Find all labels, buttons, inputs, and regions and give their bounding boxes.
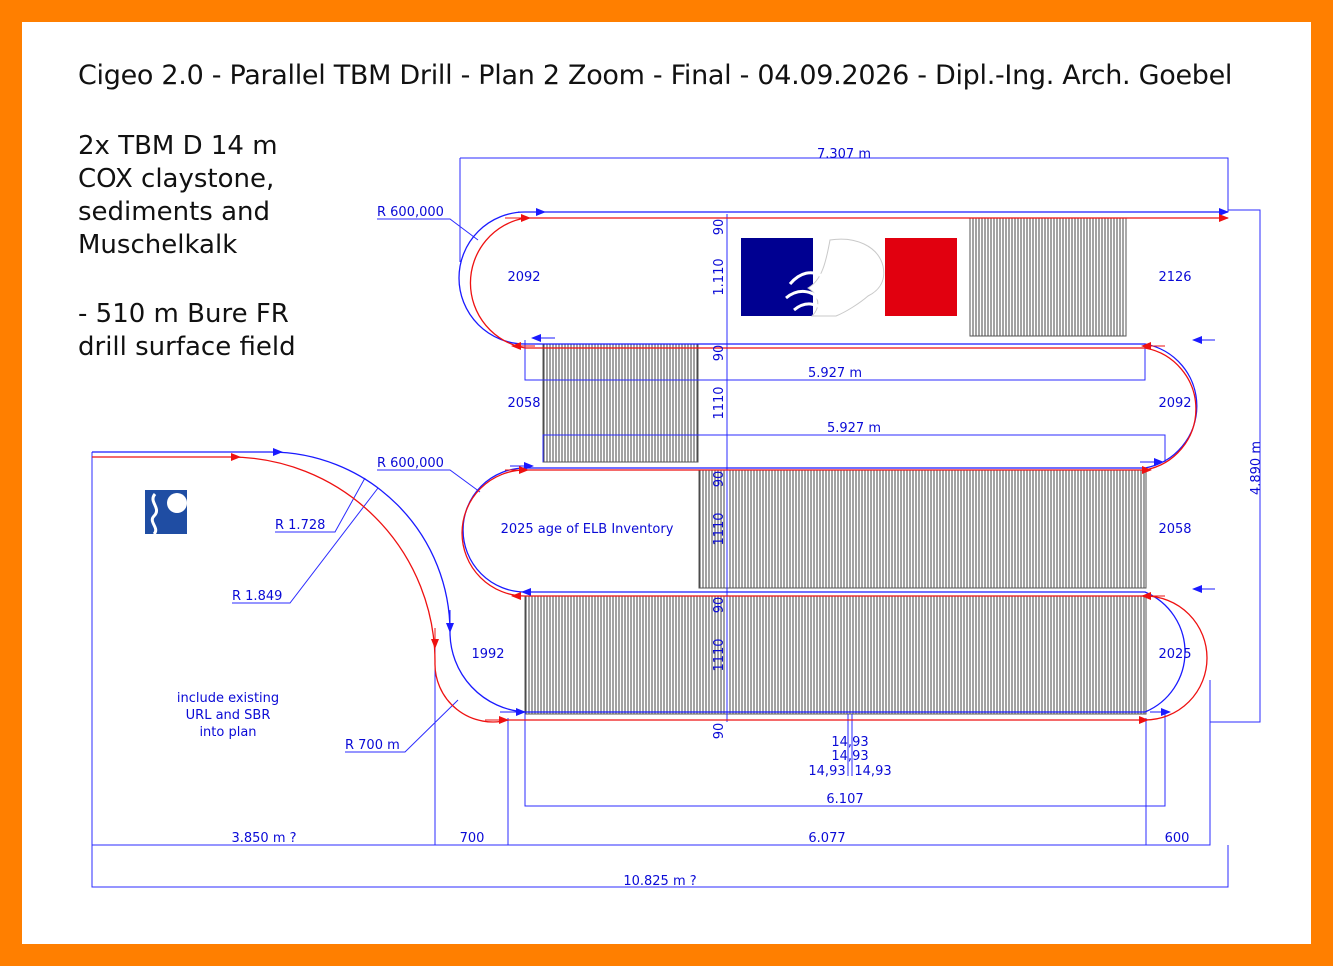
include-note-line: include existing bbox=[176, 691, 280, 706]
vertical-dim: 90 bbox=[712, 218, 727, 236]
andra-logo bbox=[145, 490, 187, 534]
note-line: sediments and bbox=[78, 197, 270, 227]
dim-width: 5.927 m bbox=[826, 421, 882, 436]
radius-label: R 1.728 bbox=[275, 518, 326, 533]
dim-width: 5.927 m bbox=[807, 366, 863, 381]
vertical-dim: 90 bbox=[712, 596, 727, 614]
tunnel-spacing: 14,93 bbox=[854, 764, 892, 779]
vertical-dim: 1.110 bbox=[712, 258, 727, 296]
vertical-dim: 1110 bbox=[712, 386, 727, 420]
vertical-dim: 90 bbox=[712, 722, 727, 740]
vertical-dim: 90 bbox=[712, 470, 727, 488]
year-label: 2025 bbox=[1158, 647, 1192, 662]
year-label: 2126 bbox=[1158, 270, 1192, 285]
radius-label: R 600,000 bbox=[377, 205, 444, 220]
hatch-block bbox=[525, 596, 1146, 714]
vertical-dim: 1110 bbox=[712, 512, 727, 546]
note-line: - 510 m Bure FR bbox=[78, 299, 289, 329]
vertical-dim: 90 bbox=[712, 344, 727, 362]
note-line: drill surface field bbox=[78, 332, 296, 362]
dim-total: 10.825 m ? bbox=[623, 874, 697, 889]
radius-label: R 600,000 bbox=[377, 456, 444, 471]
year-label: 2092 bbox=[507, 270, 541, 285]
dim-height: 4.890 m bbox=[1249, 440, 1264, 496]
french-republic-logo bbox=[741, 238, 957, 316]
note-line: COX claystone, bbox=[78, 164, 275, 194]
inventory-label: 2025 age of ELB Inventory bbox=[500, 522, 674, 537]
radius-label: R 700 m bbox=[345, 738, 400, 753]
dim-width: 3.850 m ? bbox=[231, 831, 297, 846]
dim-width: 700 bbox=[459, 831, 485, 846]
tunnel-spacing: 14,93 bbox=[831, 749, 869, 764]
dim-top-width: 7.307 m bbox=[816, 147, 872, 162]
dim-width: 6.107 bbox=[826, 792, 864, 807]
dim-width: 6.077 bbox=[808, 831, 846, 846]
hatch-block bbox=[699, 470, 1146, 588]
year-label: 2058 bbox=[1158, 522, 1192, 537]
year-label: 1992 bbox=[471, 647, 505, 662]
hatch-block bbox=[970, 218, 1126, 336]
radius-label: R 1.849 bbox=[232, 589, 283, 604]
include-note-line: URL and SBR bbox=[185, 708, 271, 723]
include-note-line: into plan bbox=[199, 725, 257, 740]
hatch-block bbox=[543, 344, 698, 462]
page-title: Cigeo 2.0 - Parallel TBM Drill - Plan 2 Zoom - Final - 04.09.2026 - Dipl.-Ing. Arch. Goebel bbox=[78, 60, 1233, 91]
tunnel-spacing: 14,93 bbox=[808, 764, 846, 779]
dim-width: 600 bbox=[1164, 831, 1190, 846]
year-label: 2092 bbox=[1158, 396, 1192, 411]
note-line: Muschelkalk bbox=[78, 230, 238, 260]
year-label: 2058 bbox=[507, 396, 541, 411]
tunnel-spacing: 14,93 bbox=[831, 735, 869, 750]
vertical-dim: 1110 bbox=[712, 638, 727, 672]
note-line: 2x TBM D 14 m bbox=[78, 131, 278, 161]
